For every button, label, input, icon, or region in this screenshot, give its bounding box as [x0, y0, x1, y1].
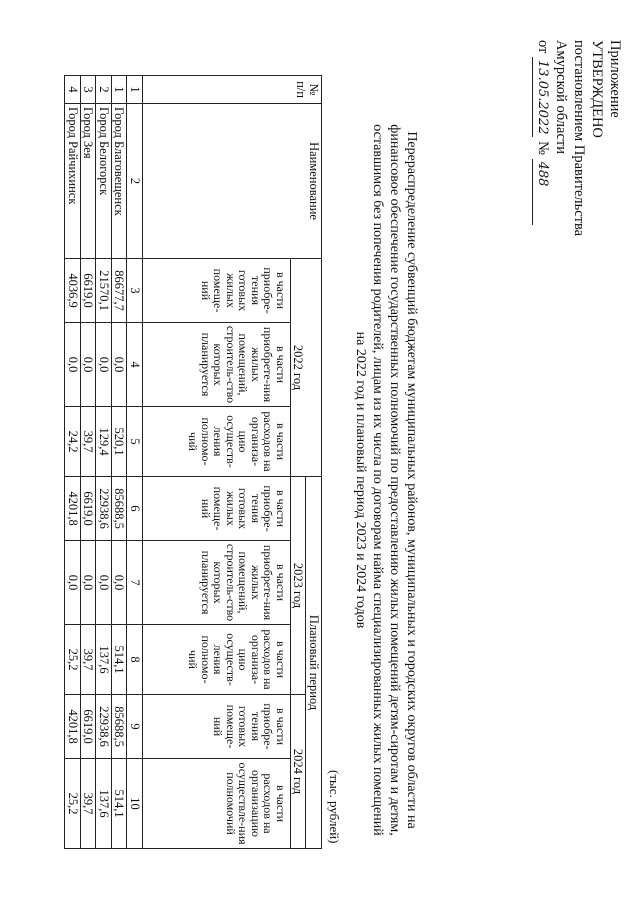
document-title: Перераспределение субвенций бюджетам муниципальных районов, муниципальных и городских округов области на финансовое обеспечение государственных полномочий по предоставлению жилых помещений детям-сиротам и детям, оставшимся без попечения родителей, лицам из их числа по договорам найма специализированных жилых помещений на 2022 год и плановый период 2023 и 2024 годов: [353, 124, 419, 836]
from-label: от: [535, 40, 551, 54]
cell-value: 6619,0: [81, 695, 97, 759]
sub-header-2022-ready: в части приобре-тения готовых жилых помеще-ний: [143, 259, 291, 323]
header-name: Наименование: [143, 104, 322, 259]
cell-value: 0,0: [112, 323, 128, 407]
col-number: 7: [127, 541, 143, 625]
sub-header-2024-ready: в части приобре-тения готовых помеще-ний: [143, 695, 291, 759]
cell-value: 4036,9: [65, 259, 81, 323]
approval-block: [532, 40, 624, 280]
subvention-table: [65, 75, 323, 849]
cell-value: 6619,0: [81, 259, 97, 323]
col-number: 5: [127, 407, 143, 477]
cell-value: 39,7: [81, 407, 97, 477]
row-name: Город Зея: [81, 104, 97, 259]
units-label: (тыс. рублей): [327, 770, 342, 844]
table-row: [65, 76, 81, 849]
cell-value: 137,6: [96, 759, 112, 849]
sub-header-2023-construction: в части приобрете-ния жилых помещений, строитель-ство которых планируется: [143, 541, 291, 625]
cell-value: 21570,1: [96, 259, 112, 323]
header-2022: 2022 год: [291, 259, 322, 477]
col-number: 4: [127, 323, 143, 407]
cell-value: 6619,0: [81, 477, 97, 541]
cell-value: 85688,5: [112, 477, 128, 541]
sub-header-2022-organization: в части расходов на организа-цию осуществ-ления полномо-чий: [143, 407, 291, 477]
col-number: 10: [127, 759, 143, 849]
cell-value: 25,2: [65, 759, 81, 849]
cell-value: 0,0: [65, 323, 81, 407]
approval-line-2: УТВЕРЖДЕНО: [589, 40, 605, 138]
cell-value: 39,7: [81, 625, 97, 695]
cell-value: 0,0: [81, 541, 97, 625]
col-number: 9: [127, 695, 143, 759]
row-number: 4: [65, 76, 81, 104]
cell-value: 25,2: [65, 625, 81, 695]
cell-value: 520,1: [112, 407, 128, 477]
approval-line-1: Приложение: [607, 40, 623, 118]
sub-header-2022-construction: в части приобрете-ния жилых помещений, строитель-ство которых планируется: [143, 323, 291, 407]
cell-value: 4201,8: [65, 477, 81, 541]
row-number: 1: [112, 76, 128, 104]
col-number: 1: [127, 76, 143, 104]
col-number: 6: [127, 477, 143, 541]
header-plan: Плановый период: [306, 477, 322, 849]
cell-value: 137,6: [96, 625, 112, 695]
header-2024: 2024 год: [291, 695, 307, 849]
cell-value: 4201,8: [65, 695, 81, 759]
cell-value: 0,0: [96, 541, 112, 625]
col-number: 2: [127, 104, 143, 259]
cell-value: 514,1: [112, 625, 128, 695]
table-row: [81, 76, 97, 849]
cell-value: 0,0: [81, 323, 97, 407]
cell-value: 86677,7: [112, 259, 128, 323]
header-2023: 2023 год: [291, 477, 307, 695]
approval-date: 13.05.2022: [532, 57, 551, 137]
approval-line-3: постановлением Правительства: [571, 40, 587, 237]
cell-value: 85688,5: [112, 695, 128, 759]
row-name: Город Райчихинск: [65, 104, 81, 259]
sub-header-2023-ready: в части приобре-тения готовых жилых помеще-ний: [143, 477, 291, 541]
cell-value: 22938,6: [96, 695, 112, 759]
row-number: 2: [96, 76, 112, 104]
col-number: 3: [127, 259, 143, 323]
cell-value: 22938,6: [96, 477, 112, 541]
cell-value: 0,0: [112, 541, 128, 625]
number-label: №: [535, 141, 551, 155]
cell-value: 129,4: [96, 407, 112, 477]
cell-value: 0,0: [96, 323, 112, 407]
approval-number: 488: [532, 159, 551, 225]
table-row: [96, 76, 112, 849]
approval-line-4: Амурской области: [553, 40, 569, 154]
approval-date-line: [532, 40, 552, 280]
sub-header-2024-organization: в части расходов на организацию осуществле-ния полномочий: [143, 759, 291, 849]
row-number: 3: [81, 76, 97, 104]
col-number: 8: [127, 625, 143, 695]
row-name: Город Благовещенск: [112, 104, 128, 259]
cell-value: 39,7: [81, 759, 97, 849]
sub-header-2023-organization: в части расходов на организа-цию осуществ-ления полномо-чий: [143, 625, 291, 695]
cell-value: 24,2: [65, 407, 81, 477]
header-row-1: [306, 76, 322, 849]
cell-value: 514,1: [112, 759, 128, 849]
header-num: № п/п: [143, 76, 322, 104]
column-numbers-row: [127, 76, 143, 849]
row-name: Город Белогорск: [96, 104, 112, 259]
table-row: [112, 76, 128, 849]
cell-value: 0,0: [65, 541, 81, 625]
